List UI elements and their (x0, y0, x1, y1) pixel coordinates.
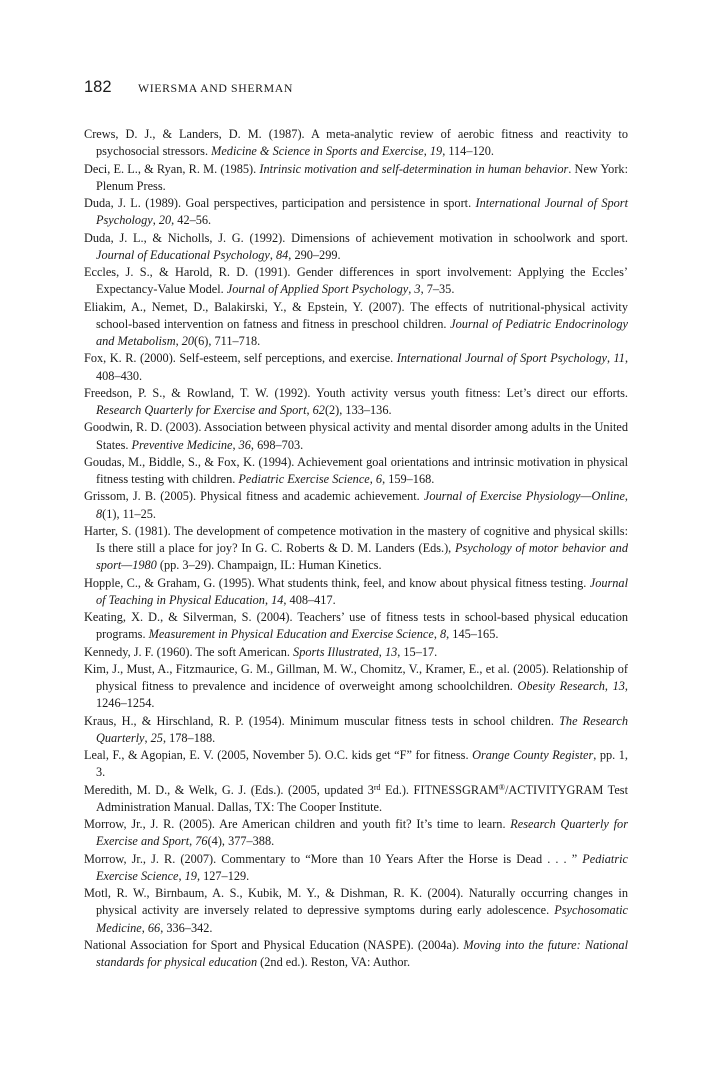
reference-volume: 25 (150, 730, 163, 745)
reference-source: Journal of Educational Psychology (96, 247, 270, 262)
reference-separator: , (152, 213, 159, 228)
reference-separator: , (232, 437, 239, 452)
reference-pages: , 145–165. (446, 627, 499, 642)
reference-source: Journal of Pediatric Endocrinology and Metabolism (96, 316, 629, 348)
reference-volume: 8 (96, 506, 103, 521)
reference-authors-title: Eccles, J. S., & Harold, R. D. (1991). Gender differences in sport involvement: Applying the Eccles’ Expectancy-Value Model. (84, 265, 628, 297)
page-number: 182 (84, 78, 112, 96)
reference-separator: , (189, 834, 196, 849)
reference-source: International Journal of Sport Psychology (96, 196, 629, 228)
reference-separator: , (264, 592, 272, 607)
reference-text: Ed.). FITNESSGRAM (380, 782, 499, 797)
reference-pages: , 15–17. (397, 644, 438, 659)
reference-pages: , 408–430. (96, 351, 629, 383)
reference-separator: . New York: Plenum Press. (96, 161, 628, 193)
reference-source: Journal of Teaching in Physical Education (96, 575, 628, 607)
reference-entry (84, 575, 628, 610)
reference-source: Research Quarterly for Exercise and Sport (96, 817, 628, 849)
reference-volume: 20 (158, 213, 172, 228)
reference-pages: , 1246–1254. (96, 679, 628, 711)
reference-authors-title: Duda, J. L. (1989). Goal perspectives, participation and persistence in sport. (84, 196, 476, 210)
reference-source: Preventive Medicine (131, 437, 233, 452)
reference-separator: (2nd ed.). Reston, VA: Author. (257, 955, 411, 969)
reference-pages: (6), 711–718. (194, 334, 261, 348)
reference-source: The Research Quarterly (96, 713, 628, 745)
reference-source: Journal of Applied Sport Psychology (226, 282, 409, 297)
reference-pages: , 42–56. (171, 213, 212, 228)
reference-separator: , (175, 334, 182, 348)
reference-source: Orange County Register (472, 748, 594, 762)
reference-entry (84, 937, 628, 972)
reference-separator: , (423, 144, 430, 159)
reference-entry (84, 523, 628, 575)
reference-authors-title: Motl, R. W., Birnbaum, A. S., Kubik, M. Y., & Dishman, R. K. (2004). Naturally occurring changes in physical activity are inversely related to depressive symptoms during early adolescence. (84, 886, 628, 918)
reference-authors-title: Kennedy, J. F. (1960). The soft American. (84, 644, 294, 659)
reference-separator: , (269, 247, 276, 262)
reference-authors-title: Hopple, C., & Graham, G. (1995). What students think, feel, and know about physical fitness testing. (84, 575, 590, 590)
reference-source: Moving into the future: National standards for physical education (96, 937, 628, 969)
reference-entry (84, 126, 628, 161)
reference-pages: , 290–299. (288, 247, 341, 262)
reference-source: Sports Illustrated (293, 644, 379, 659)
reference-entry (84, 195, 628, 230)
reference-separator: , (433, 627, 440, 642)
reference-separator: , (369, 472, 376, 486)
reference-pages: , 336–342. (160, 920, 213, 935)
reference-volume: 20 (181, 334, 195, 348)
reference-authors-title: Kraus, H., & Hirschland, R. P. (1954). Minimum muscular fitness tests in school children. (84, 713, 560, 728)
reference-authors-title: Grissom, J. B. (2005). Physical fitness and academic achievement. (84, 489, 424, 504)
reference-volume: 13 (384, 644, 398, 659)
reference-separator: , (141, 920, 148, 935)
reference-volume: 66 (147, 920, 161, 935)
reference-entry (84, 851, 628, 886)
reference-authors-title: Goodwin, R. D. (2003). Association between physical activity and mental disorder among adults in the United States. (84, 420, 628, 452)
reference-source: Journal of Exercise Physiology—Online (423, 489, 625, 504)
reference-authors-title: Fox, K. R. (2000). Self-esteem, self perceptions, and exercise. (84, 351, 397, 366)
reference-volume: 8 (440, 627, 447, 642)
reference-source: Psychology of motor behavior and sport—1980 (96, 541, 628, 573)
reference-separator: , (378, 644, 385, 659)
reference-list (84, 126, 628, 971)
reference-entry (84, 747, 628, 782)
reference-authors-title: Kim, J., Must, A., Fitzmaurice, G. M., Gillman, M. W., Chomitz, V., Kramer, E., et al. (2005). Relationship of physical fitness to prevalence and incidence of overweight among schoolchildren. (84, 661, 628, 693)
reference-source: Measurement in Physical Education and Exercise Science (148, 627, 434, 642)
running-header (84, 78, 293, 100)
reference-entry (84, 488, 628, 523)
reference-source: Intrinsic motivation and self-determination in human behavior (259, 161, 569, 176)
reference-superscript: rd (373, 782, 381, 792)
reference-entry (84, 161, 628, 196)
reference-entry (84, 385, 628, 420)
reference-separator: , (144, 730, 151, 745)
reference-entry (84, 299, 628, 351)
reference-entry (84, 609, 628, 644)
reference-authors-title: Leal, F., & Agopian, E. V. (2005, November 5). O.C. kids get “F” for fitness. (84, 748, 473, 762)
reference-pages: (2), 133–136. (324, 403, 392, 417)
reference-source: International Journal of Sport Psychology (396, 351, 607, 366)
reference-entry (84, 350, 628, 385)
reference-pages: , 127–129. (196, 868, 250, 883)
reference-pages: (4), 377–388. (207, 834, 275, 849)
reference-entry (84, 230, 628, 265)
reference-separator: , (178, 868, 185, 883)
reference-authors-title: Harter, S. (1981). The development of competence motivation in the mastery of cognitive and physical skills: Is there still a place for joy? In G. C. Roberts & D. M. Landers (Eds.), (84, 523, 628, 555)
reference-volume: 6 (375, 472, 383, 486)
reference-authors-title: Goudas, M., Biddle, S., & Fox, K. (1994). Achievement goal orientations and intrinsic motivation in physical fitness testing with children. (84, 454, 628, 486)
reference-entry (84, 713, 628, 748)
reference-volume: 3 (414, 282, 421, 297)
reference-pages: , 408–417. (283, 592, 336, 607)
reference-authors-title: Freedson, P. S., & Rowland, T. W. (1992). Youth activity versus youth fitness: Let’s direct our efforts. (84, 385, 628, 400)
reference-entry (84, 454, 628, 489)
reference-pages: (1), 11–25. (102, 506, 157, 521)
running-head: WIERSMA AND SHERMAN (138, 81, 293, 95)
reference-separator: , (408, 282, 415, 297)
reference-text: /ACTIVITYGRAM Test Administration Manual. Dallas, TX: The Cooper Institute. (96, 782, 628, 814)
reference-authors-title: Keating, X. D., & Silverman, S. (2004). Teachers’ use of fitness tests in school-based physical education programs. (84, 610, 628, 642)
reference-entry (84, 816, 628, 851)
reference-separator: , (606, 351, 614, 366)
reference-separator: (pp. 3–29). Champaign, IL: Human Kinetics. (156, 558, 382, 573)
reference-authors-title: Eliakim, A., Nemet, D., Balakirski, Y., & Epstein, Y. (2007). The effects of nutritional-physical activity school-based intervention on fatness and fitness in preschool children. (84, 299, 628, 331)
reference-volume: 36 (238, 437, 251, 452)
reference-authors-title: Crews, D. J., & Landers, D. M. (1987). A meta-analytic review of aerobic fitness and reactivity to psychosocial stressors. (84, 127, 628, 159)
reference-volume: 76 (195, 834, 208, 849)
reference-pages: , 159–168. (382, 472, 435, 486)
reference-volume: 19 (429, 144, 443, 159)
reference-volume: 14 (271, 592, 284, 607)
reference-authors-title: Morrow, Jr., J. R. (2005). Are American children and youth fit? It’s time to learn. (84, 817, 511, 831)
reference-entry (84, 782, 628, 817)
reference-source: Pediatric Exercise Science (96, 851, 628, 883)
reference-entry (84, 419, 628, 454)
reference-source: Obesity Research (517, 679, 605, 693)
reference-entry (84, 264, 628, 299)
reference-pages: , 114–120. (442, 144, 494, 159)
reference-pages: , 7–35. (420, 282, 455, 297)
reference-separator: , pp. 1, 3. (96, 748, 628, 780)
reference-source: Psychosomatic Medicine (96, 903, 628, 935)
reference-authors-title: National Association for Sport and Physical Education (NASPE). (2004a). (84, 937, 464, 952)
reference-volume: 19 (184, 868, 197, 883)
reference-separator: , (624, 489, 628, 504)
reference-authors-title: Deci, E. L., & Ryan, R. M. (1985). (84, 161, 260, 176)
reference-separator: , (604, 679, 613, 693)
reference-entry (84, 885, 628, 937)
registered-mark: ® (498, 782, 505, 792)
reference-separator: , (306, 403, 313, 417)
reference-volume: 13 (612, 679, 625, 693)
reference-authors-title: Duda, J. L., & Nicholls, J. G. (1992). Dimensions of achievement motivation in schoolwork and sport. (84, 230, 628, 245)
reference-pages: , 178–188. (162, 730, 216, 745)
reference-volume: 62 (312, 403, 325, 417)
reference-volume: 84 (276, 247, 289, 262)
reference-source: Pediatric Exercise Science (238, 472, 370, 486)
reference-text: Meredith, M. D., & Welk, G. J. (Eds.). (2005, updated 3 (84, 782, 374, 797)
reference-entry (84, 644, 628, 661)
reference-pages: , 698–703. (250, 437, 304, 452)
reference-authors-title: Morrow, Jr., J. R. (2007). Commentary to “More than 10 Years After the Horse is Dead . . . ” (84, 851, 583, 866)
reference-source: Research Quarterly for Exercise and Sport (96, 403, 307, 417)
reference-volume: 11 (613, 351, 625, 366)
reference-entry (84, 661, 628, 713)
reference-source: Medicine & Science in Sports and Exercise (211, 144, 424, 159)
